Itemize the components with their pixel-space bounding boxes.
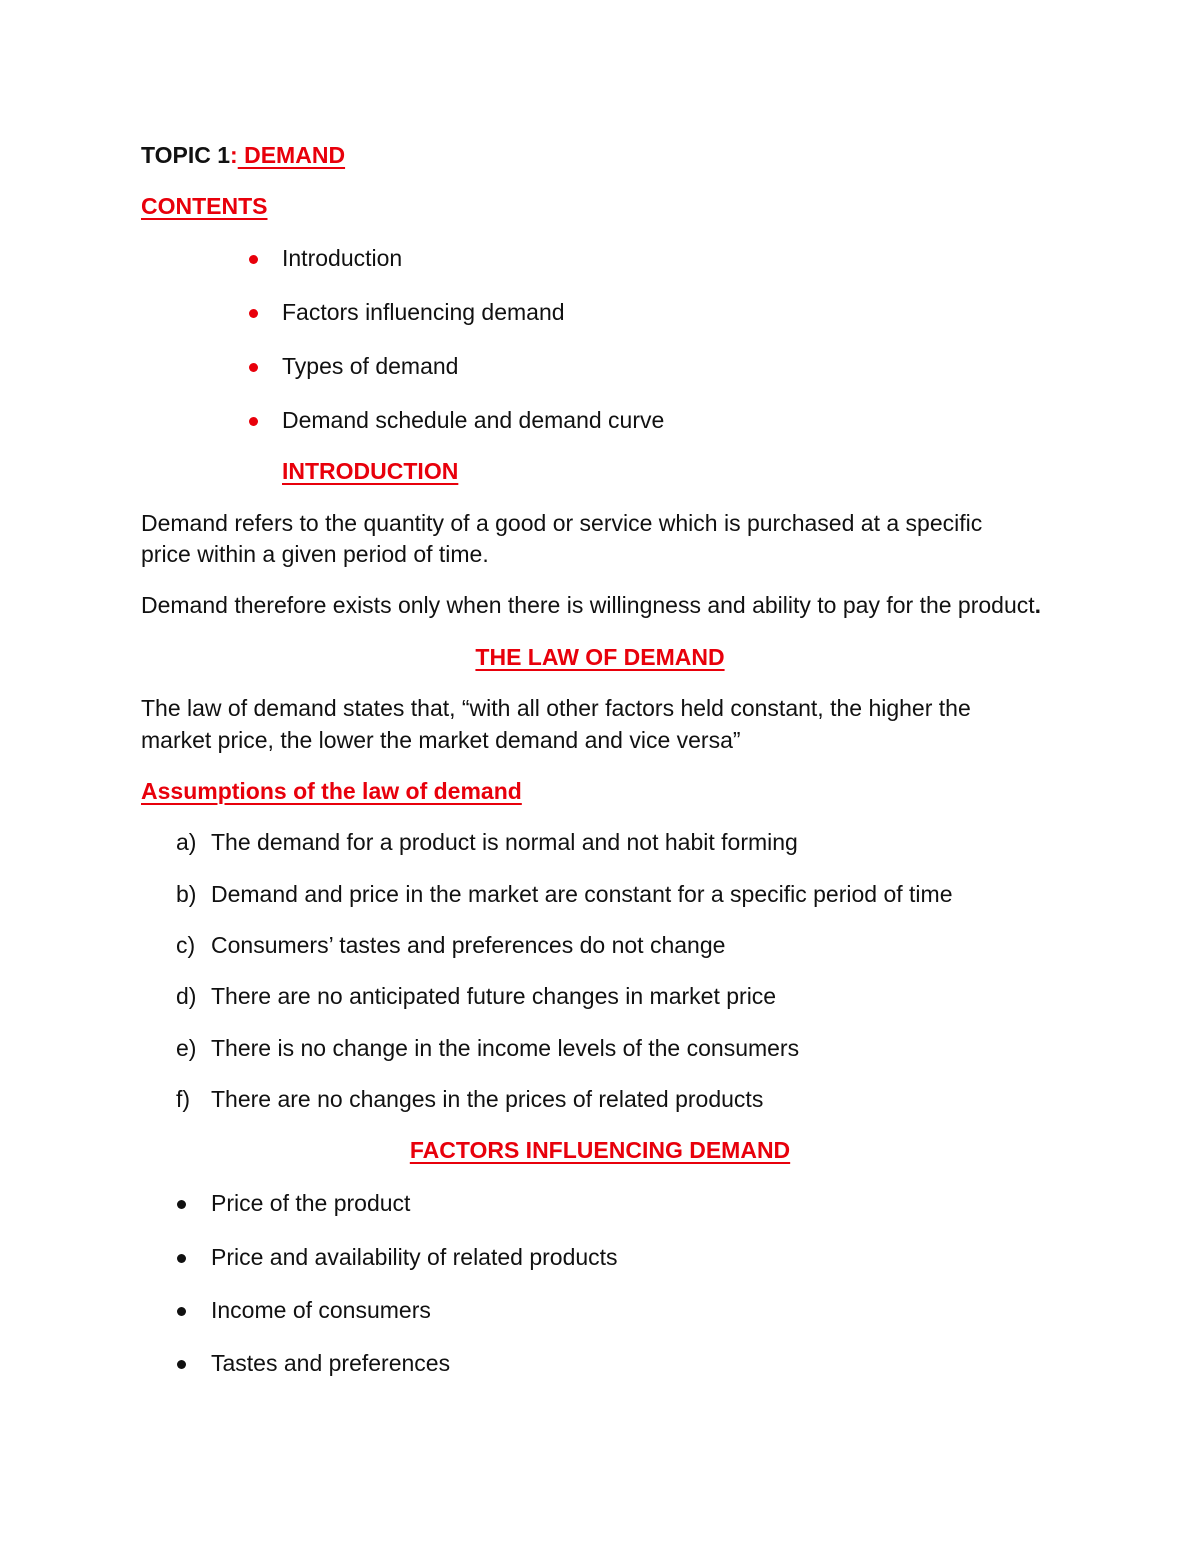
assumption-item: Consumers’ tastes and preferences do not change bbox=[211, 932, 726, 958]
assumption-item: Demand and price in the market are constant for a specific period of time bbox=[211, 881, 953, 907]
law-heading-wrapper bbox=[0, 641, 1200, 673]
topic-colon: : bbox=[230, 142, 238, 168]
bullet-icon bbox=[177, 1360, 186, 1369]
law-text-line: The law of demand states that, “with all other factors held constant, the higher the bbox=[141, 695, 971, 721]
assumption-item: The demand for a product is normal and not habit forming bbox=[211, 829, 798, 855]
topic-title bbox=[141, 139, 345, 171]
assumption-item: There are no changes in the prices of related products bbox=[211, 1086, 764, 1112]
factor-item: Income of consumers bbox=[211, 1297, 431, 1323]
bullet-icon bbox=[177, 1307, 186, 1316]
list-letter: c) bbox=[176, 932, 196, 958]
list-letter: e) bbox=[176, 1035, 197, 1061]
bullet-icon bbox=[249, 363, 258, 372]
list-letter: b) bbox=[176, 881, 197, 907]
assumption-item: There is no change in the income levels of the consumers bbox=[211, 1035, 800, 1061]
introduction-period: . bbox=[1034, 592, 1042, 618]
contents-item: Factors influencing demand bbox=[282, 299, 565, 325]
introduction-text: Demand therefore exists only when there is willingness and ability to pay for the product bbox=[141, 592, 1035, 618]
contents-item: Demand schedule and demand curve bbox=[282, 407, 665, 433]
topic-name: DEMAND bbox=[237, 142, 346, 168]
factors-heading-wrapper bbox=[0, 1134, 1200, 1166]
introduction-text-paragraph bbox=[141, 589, 1041, 621]
bullet-icon bbox=[249, 255, 258, 264]
bullet-icon bbox=[249, 309, 258, 318]
topic-prefix: TOPIC 1 bbox=[141, 142, 231, 168]
contents-heading: CONTENTS bbox=[141, 193, 268, 219]
bullet-icon bbox=[177, 1254, 186, 1263]
introduction-text-line: Demand refers to the quantity of a good or service which is purchased at a specific bbox=[141, 510, 983, 536]
law-heading: THE LAW OF DEMAND bbox=[475, 644, 725, 670]
factor-item: Price and availability of related products bbox=[211, 1244, 618, 1270]
contents-item: Types of demand bbox=[282, 353, 459, 379]
bullet-icon bbox=[249, 417, 258, 426]
introduction-heading: INTRODUCTION bbox=[282, 458, 459, 484]
assumption-item: There are no anticipated future changes in market price bbox=[211, 983, 777, 1009]
law-text-line: market price, the lower the market demand and vice versa” bbox=[141, 727, 741, 753]
list-letter: f) bbox=[176, 1086, 191, 1112]
list-letter: a) bbox=[176, 829, 197, 855]
bullet-icon bbox=[177, 1200, 186, 1209]
introduction-text-line: price within a given period of time. bbox=[141, 541, 489, 567]
factor-item: Price of the product bbox=[211, 1190, 411, 1216]
list-letter: d) bbox=[176, 983, 197, 1009]
contents-item: Introduction bbox=[282, 245, 403, 271]
assumptions-heading: Assumptions of the law of demand bbox=[141, 778, 522, 804]
factor-item: Tastes and preferences bbox=[211, 1350, 451, 1376]
factors-heading: FACTORS INFLUENCING DEMAND bbox=[409, 1137, 791, 1163]
